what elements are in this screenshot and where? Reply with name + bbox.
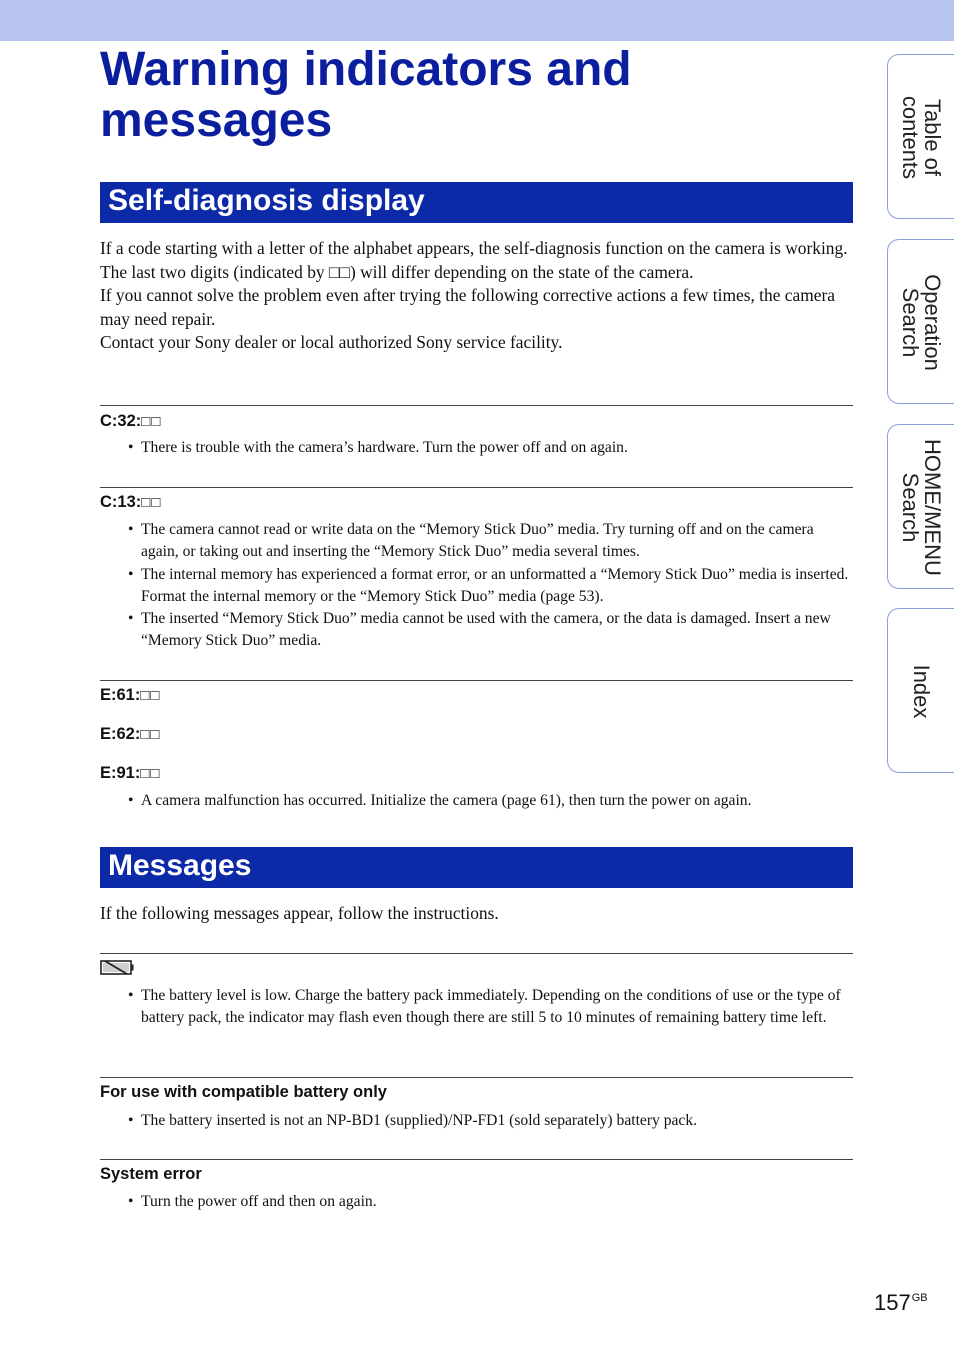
divider bbox=[100, 487, 853, 488]
system-error-bullets bbox=[128, 1191, 853, 1213]
list-item: • The battery level is low. Charge the battery pack immediately. Depending on the conditions of use or the type of battery pack, the indicator may flash even though there are still 5 to 10 minutes of remaining battery time left. bbox=[128, 987, 841, 1027]
bullet-text: The internal memory has experienced a format error, or an unformatted a “Memory Stick Duo” media is inserted. Format the internal memory or the “Memory Stick Duo” media (page 53). bbox=[141, 565, 849, 605]
list-item: • The inserted “Memory Stick Duo” media cannot be used with the camera, or the data is damaged. Insert a new “Memory Stick Duo” media. bbox=[128, 610, 831, 650]
tab-index[interactable] bbox=[887, 608, 954, 773]
divider bbox=[100, 1159, 853, 1160]
bullet-text: The battery inserted is not an NP-BD1 (supplied)/NP-FD1 (sold separately) battery pack. bbox=[141, 1112, 698, 1129]
tab-home-menu-search[interactable] bbox=[887, 424, 954, 589]
bullet-text: A camera malfunction has occurred. Initialize the camera (page 61), then turn the power on again. bbox=[141, 792, 752, 809]
tab-table-of-contents[interactable] bbox=[887, 54, 954, 219]
tab-label: Operation Search bbox=[898, 274, 945, 371]
page-title: Warning indicators and messages bbox=[100, 43, 632, 147]
region-code: GB bbox=[911, 1292, 928, 1304]
list-item: • The internal memory has experienced a format error, or an unformatted a “Memory Stick Duo” media is inserted. Format the internal memory or the “Memory Stick Duo” media (page 53). bbox=[128, 565, 849, 605]
battery-low-icon bbox=[100, 959, 134, 976]
list-item: • There is trouble with the camera’s hardware. Turn the power off and on again. bbox=[128, 439, 628, 456]
code-label: C:32: bbox=[100, 412, 142, 430]
intro-paragraph: If the following messages appear, follow the instructions. bbox=[100, 903, 499, 923]
bullet-text: Turn the power off and then on again. bbox=[141, 1193, 377, 1210]
placeholder-boxes: □□ bbox=[141, 413, 162, 430]
bullet-text: The inserted “Memory Stick Duo” media cannot be used with the camera, or the data is damaged. Insert a new “Memory Stick Duo” media. bbox=[141, 610, 831, 650]
battery-bullets bbox=[128, 985, 853, 1030]
code-label: C:13: bbox=[100, 493, 142, 511]
bullet-text: The camera cannot read or write data on the “Memory Stick Duo” media. Try turning off and on the camera again, or taking out and inserting the “Memory Stick Duo” media several times. bbox=[141, 521, 814, 561]
list-item: • Turn the power off and then on again. bbox=[128, 1193, 377, 1210]
bullet-text: The battery level is low. Charge the battery pack immediately. Depending on the conditions of use or the type of battery pack, the indicator may flash even though there are still 5 to 10 minutes of remaining battery time left. bbox=[141, 987, 841, 1027]
code-label: E:91: bbox=[100, 764, 141, 782]
placeholder-boxes: □□ bbox=[140, 726, 161, 743]
self-diagnosis-intro bbox=[100, 237, 855, 355]
divider bbox=[100, 680, 853, 681]
page-number-value: 157 bbox=[874, 1290, 911, 1315]
e-codes-bullets bbox=[128, 790, 853, 812]
compatible-battery-bullets bbox=[128, 1110, 853, 1132]
tab-label: Table of contents bbox=[898, 95, 945, 180]
c13-bullets bbox=[128, 519, 853, 653]
code-label: E:62: bbox=[100, 725, 141, 743]
section-heading-self-diagnosis: Self-diagnosis display bbox=[100, 182, 853, 223]
tab-operation-search[interactable] bbox=[887, 239, 954, 404]
divider bbox=[100, 1077, 853, 1078]
error-code-c13 bbox=[100, 492, 161, 513]
tab-label: HOME/MENU Search bbox=[898, 439, 945, 576]
list-item: • The battery inserted is not an NP-BD1 (supplied)/NP-FD1 (sold separately) battery pack. bbox=[128, 1112, 698, 1129]
list-item: • The camera cannot read or write data on the “Memory Stick Duo” media. Try turning off and on the camera again, or taking out and inserting the “Memory Stick Duo” media several times. bbox=[128, 521, 814, 561]
error-code-e91 bbox=[100, 763, 160, 784]
intro-paragraph: If a code starting with a letter of the alphabet appears, the self-diagnosis function on the camera is working. The last two digits (indicated by □□) will differ depending on the state of the camera. bbox=[100, 238, 848, 282]
page-number bbox=[874, 1290, 928, 1316]
section-heading-messages: Messages bbox=[100, 847, 853, 888]
divider bbox=[100, 405, 853, 406]
placeholder-boxes: □□ bbox=[140, 765, 161, 782]
tab-label: Index bbox=[909, 664, 934, 719]
header-band bbox=[0, 0, 954, 41]
messages-intro bbox=[100, 902, 855, 926]
placeholder-boxes: □□ bbox=[141, 494, 162, 511]
divider bbox=[100, 953, 853, 954]
error-code-c32 bbox=[100, 411, 161, 432]
intro-paragraph: If you cannot solve the problem even after trying the following corrective actions a few times, the camera may need repair. bbox=[100, 285, 835, 329]
list-item: • A camera malfunction has occurred. Initialize the camera (page 61), then turn the power on again. bbox=[128, 792, 752, 809]
c32-bullets bbox=[128, 437, 853, 459]
message-title: System error bbox=[100, 1165, 202, 1183]
code-label: E:61: bbox=[100, 686, 141, 704]
bullet-text: There is trouble with the camera’s hardware. Turn the power off and on again. bbox=[141, 439, 628, 456]
placeholder-boxes: □□ bbox=[140, 687, 161, 704]
intro-paragraph: Contact your Sony dealer or local authorized Sony service facility. bbox=[100, 332, 563, 352]
error-code-e61 bbox=[100, 685, 160, 706]
error-code-e62 bbox=[100, 724, 160, 745]
message-title: For use with compatible battery only bbox=[100, 1083, 387, 1101]
